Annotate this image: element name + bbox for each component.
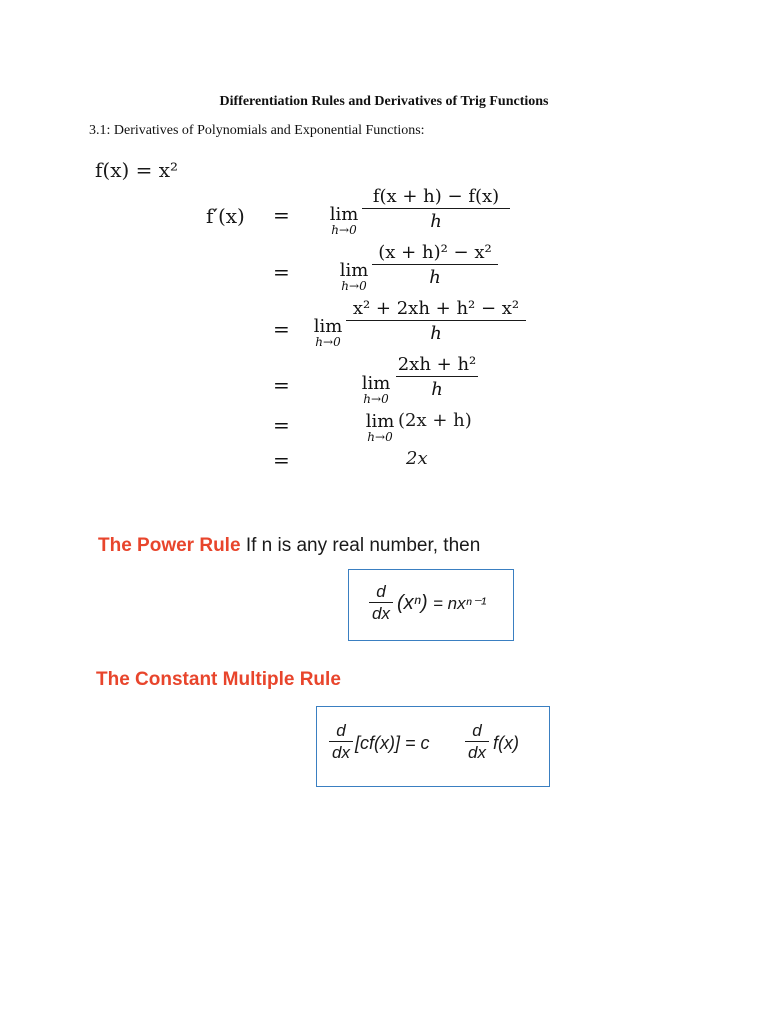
power-rule-formula-box (348, 569, 514, 641)
power-rule-text: If n is any real number, then (245, 535, 481, 556)
power-rule-title: The Power Rule (98, 535, 241, 556)
fraction (346, 298, 526, 344)
document-title: Differentiation Rules and Derivatives of Trig Functions (219, 94, 549, 109)
equals-sign: = (273, 203, 290, 227)
fraction-denominator: h (430, 323, 442, 344)
limit-operator: lim h→0 (361, 373, 391, 406)
constant-multiple-formula-box (316, 706, 550, 787)
section-heading: 3.1: Derivatives of Polynomials and Exponential Functions: (89, 123, 425, 138)
power-rule-heading (98, 535, 480, 557)
derivative-operator: d dx (369, 582, 393, 623)
derivative-operator: d dx (465, 721, 489, 762)
fraction-numerator: x² + 2xh + h² − x² (352, 298, 520, 319)
equals-sign: = (273, 413, 290, 437)
power-rule-lhs: (xⁿ) (397, 592, 428, 614)
constant-multiple-lhs: [cf(x)] = c (355, 733, 430, 753)
limit-operator: lim h→0 (365, 411, 395, 444)
limit-operator: lim h→0 (313, 316, 343, 349)
fraction (362, 186, 510, 232)
constant-multiple-rhs: f(x) (493, 733, 519, 753)
equals-sign: = (273, 317, 290, 341)
equals-sign: = (273, 373, 290, 397)
fraction-numerator: 2xh + h² (397, 354, 477, 375)
limit-expression: (2x + h) (398, 410, 472, 431)
fraction-numerator: (x + h)² − x² (378, 242, 492, 263)
equals-sign: = (273, 448, 290, 472)
equals-sign: = (273, 260, 290, 284)
power-rule-rhs: = nxⁿ⁻¹ (433, 594, 487, 613)
fraction-numerator: f(x + h) − f(x) (372, 186, 500, 207)
function-definition: f(x) = x² (95, 158, 179, 182)
result: 2x (406, 448, 428, 469)
limit-operator: lim h→0 (329, 204, 359, 237)
fraction-denominator: h (431, 379, 443, 400)
limit-operator: lim h→0 (339, 260, 369, 293)
fraction-denominator: h (429, 267, 441, 288)
fraction (372, 242, 498, 288)
fraction-denominator: h (430, 211, 442, 232)
fraction (396, 354, 478, 400)
derivative-operator: d dx (329, 721, 353, 762)
derivative-lhs: f′(x) (206, 204, 245, 228)
constant-multiple-rule-title: The Constant Multiple Rule (96, 669, 341, 690)
